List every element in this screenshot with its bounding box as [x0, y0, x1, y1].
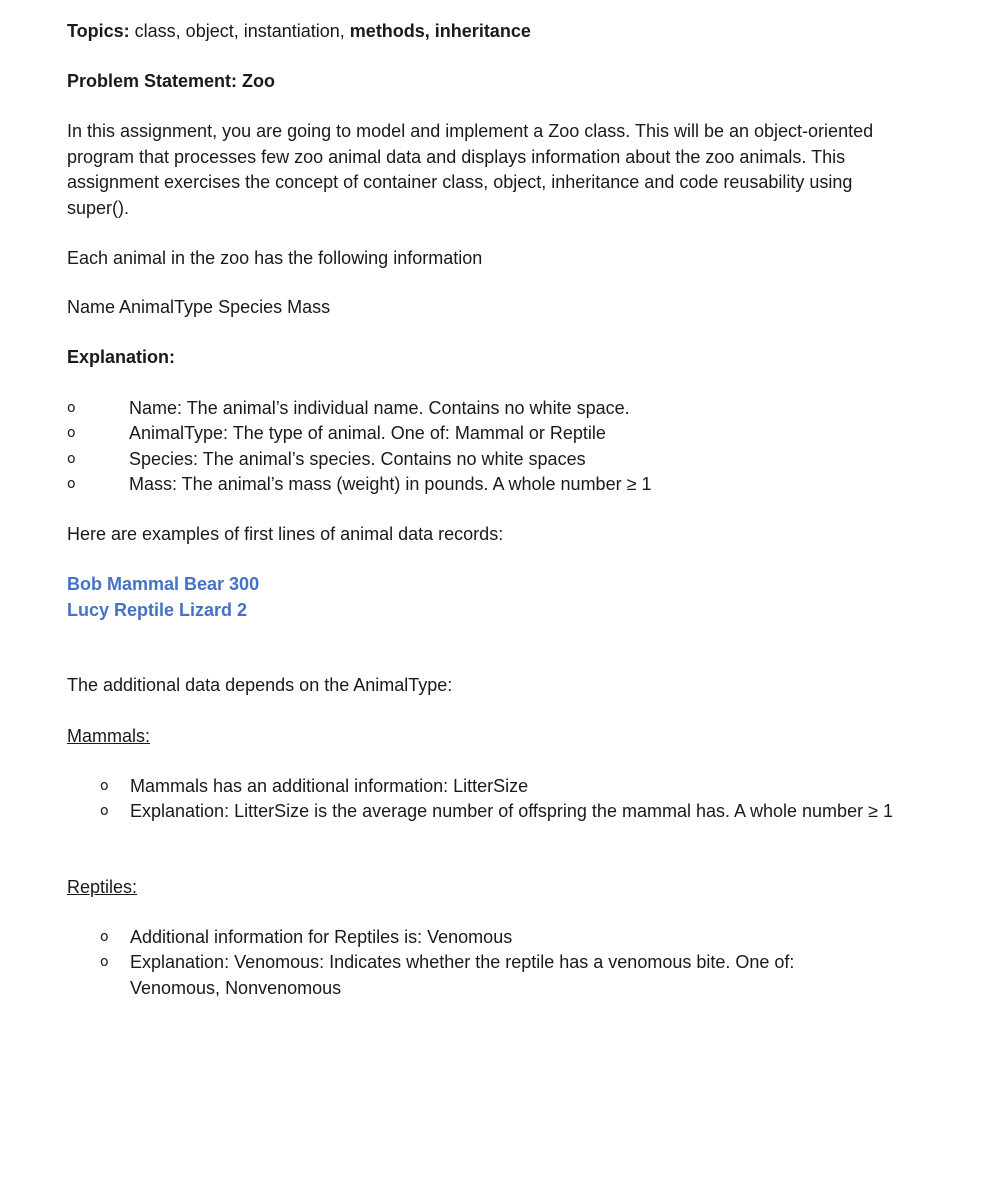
mammals-heading: Mammals: [67, 726, 151, 746]
topics-bold: methods, inheritance [344, 21, 531, 41]
reptiles-item: Explanation: Venomous: Indicates whether the reptile has a venomous bite. One of: Venomous, Nonvenomous [130, 952, 795, 998]
bullet-icon: o [100, 954, 109, 970]
bullet-icon: o [100, 929, 109, 945]
bullet-icon: o [67, 451, 76, 467]
fields-line: Name AnimalType Species Mass [67, 297, 331, 317]
bullet-icon: o [67, 425, 76, 441]
explanation-item-animaltype: AnimalType: The type of animal. One of: Mammal or Reptile [129, 423, 606, 443]
explanation-item-name: Name: The animal’s individual name. Contains no white space. [129, 398, 630, 418]
bullet-icon: o [67, 400, 76, 416]
bullet-icon: o [100, 803, 109, 819]
mammals-item: Explanation: LitterSize is the average number of offspring the mammal has. A whole number ≥ 1 [130, 801, 893, 821]
topics-plain: class, object, instantiation, [129, 21, 345, 41]
additional-data-text: The additional data depends on the AnimalType: [67, 675, 453, 695]
explanation-item-mass: Mass: The animal’s mass (weight) in pounds. A whole number ≥ 1 [129, 474, 652, 494]
bullet-icon: o [100, 778, 109, 794]
reptiles-heading: Reptiles: [67, 877, 138, 897]
example-record: Lucy Reptile Lizard 2 [67, 600, 248, 620]
examples-intro: Here are examples of first lines of animal data records: [67, 524, 504, 544]
each-animal-text: Each animal in the zoo has the following information [67, 248, 483, 268]
bullet-icon: o [67, 476, 76, 492]
problem-statement-heading: Problem Statement: Zoo [67, 71, 276, 91]
reptiles-item: Additional information for Reptiles is: Venomous [130, 927, 513, 947]
intro-paragraph: In this assignment, you are going to model and implement a Zoo class. This will be an object-oriented program that processes few zoo animal data and displays information about the zoo animals. This assignment exercises the concept of container class, object, inheritance and code reusability using super(). [67, 121, 874, 219]
topics-label: Topics: [67, 21, 130, 41]
example-record: Bob Mammal Bear 300 [67, 574, 260, 594]
explanation-heading: Explanation: [67, 347, 176, 367]
mammals-item: Mammals has an additional information: LitterSize [130, 776, 529, 796]
topics-line [67, 19, 531, 44]
explanation-item-species: Species: The animal’s species. Contains no white spaces [129, 449, 586, 469]
